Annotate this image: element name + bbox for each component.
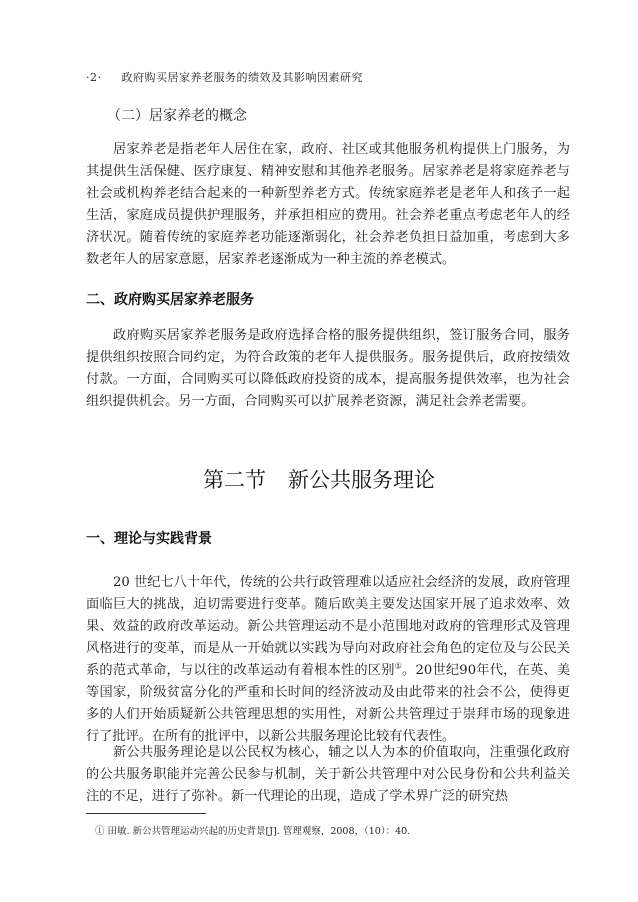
running-title: 政府购买居家养老服务的绩效及其影响因素研究: [121, 71, 363, 84]
footnote: ① 田敏. 新公共管理运动兴起的历史背景[J]. 管理观察，2008，（10）：40.: [95, 826, 411, 837]
page-number: ·2·: [86, 71, 102, 84]
subsection-title: （二）居家养老的概念: [107, 108, 247, 124]
footnote-divider: [86, 813, 206, 814]
paragraph-background: [86, 572, 570, 748]
chapter-heading: [0, 464, 638, 494]
paragraph-new-public-service: 新公共服务理论是以公民权为核心，辅之以人为本的价值取向，注重强化政府的公共服务职能并完善公民参与机制，关于新公共管理中对公民身份和公共利益关注的不足，进行了弥补。新一代理论的出现，造成了学术界广泛的研究热: [86, 745, 570, 804]
running-header: [86, 69, 363, 85]
paragraph-home-care-concept: 居家养老是指老年人居住在家，政府、社区或其他服务机构提供上门服务，为其提供生活保健、医疗康复、精神安慰和其他养老服务。居家养老是将家庭养老与社会或机构养老结合起来的一种新型养老方式。传统家庭养老是老年人和孩子一起生活，家庭成员提供护理服务，并承担相应的费用。社会养老重点考虑老年人的经济状况。随着传统的家庭养老功能逐渐弱化，社会养老负担日益加重，考虑到大多数老年人的居家意愿，居家养老逐渐成为一种主流的养老模式。: [86, 142, 570, 267]
section-heading-background: 一、理论与实践背景: [86, 531, 212, 547]
paragraph-background-part2: 。20世纪90年代，在英、美等国家，阶级贫富分化的严重和长时间的经济波动及由此带来的社会不公，使得更多的人们开始质疑新公共管理思想的实用性，对新公共管理过于崇拜市场的现象进行了批评。在所有的批评中，以新公共服务理论比较有代表性。: [86, 663, 571, 744]
paragraph-government-purchase: 政府购买居家养老服务是政府选择合格的服务提供组织，签订服务合同，服务提供组织按照合同约定，为符合政策的老年人提供服务。服务提供后，政府按绩效付款。一方面，合同购买可以降低政府投资的成本，提高服务提供效率，也为社会组织提供机会。另一方面，合同购买可以扩展养老资源，满足社会养老需要。: [86, 328, 570, 409]
chapter-section-number: 第二节: [203, 468, 266, 492]
footnote-reference[interactable]: ①: [394, 661, 403, 671]
chapter-title: 新公共服务理论: [288, 468, 435, 492]
paragraph-background-part1: 20 世纪七八十年代，传统的公共行政管理难以适应社会经济的发展，政府管理面临巨大的挑战，迫切需要进行变革。随后欧美主要发达国家开展了追求效率、效果、效益的政府改革运动。新公共管理运动不是小范围地对政府的管理形式及管理风格进行的变革，而是从一开始就以实践为导向对政府社会角色的定位及与公民关系的范式革命，与以往的改革运动有着根本性的区别: [86, 575, 570, 678]
section-heading-government-purchase: 二、政府购买居家养老服务: [86, 292, 254, 308]
